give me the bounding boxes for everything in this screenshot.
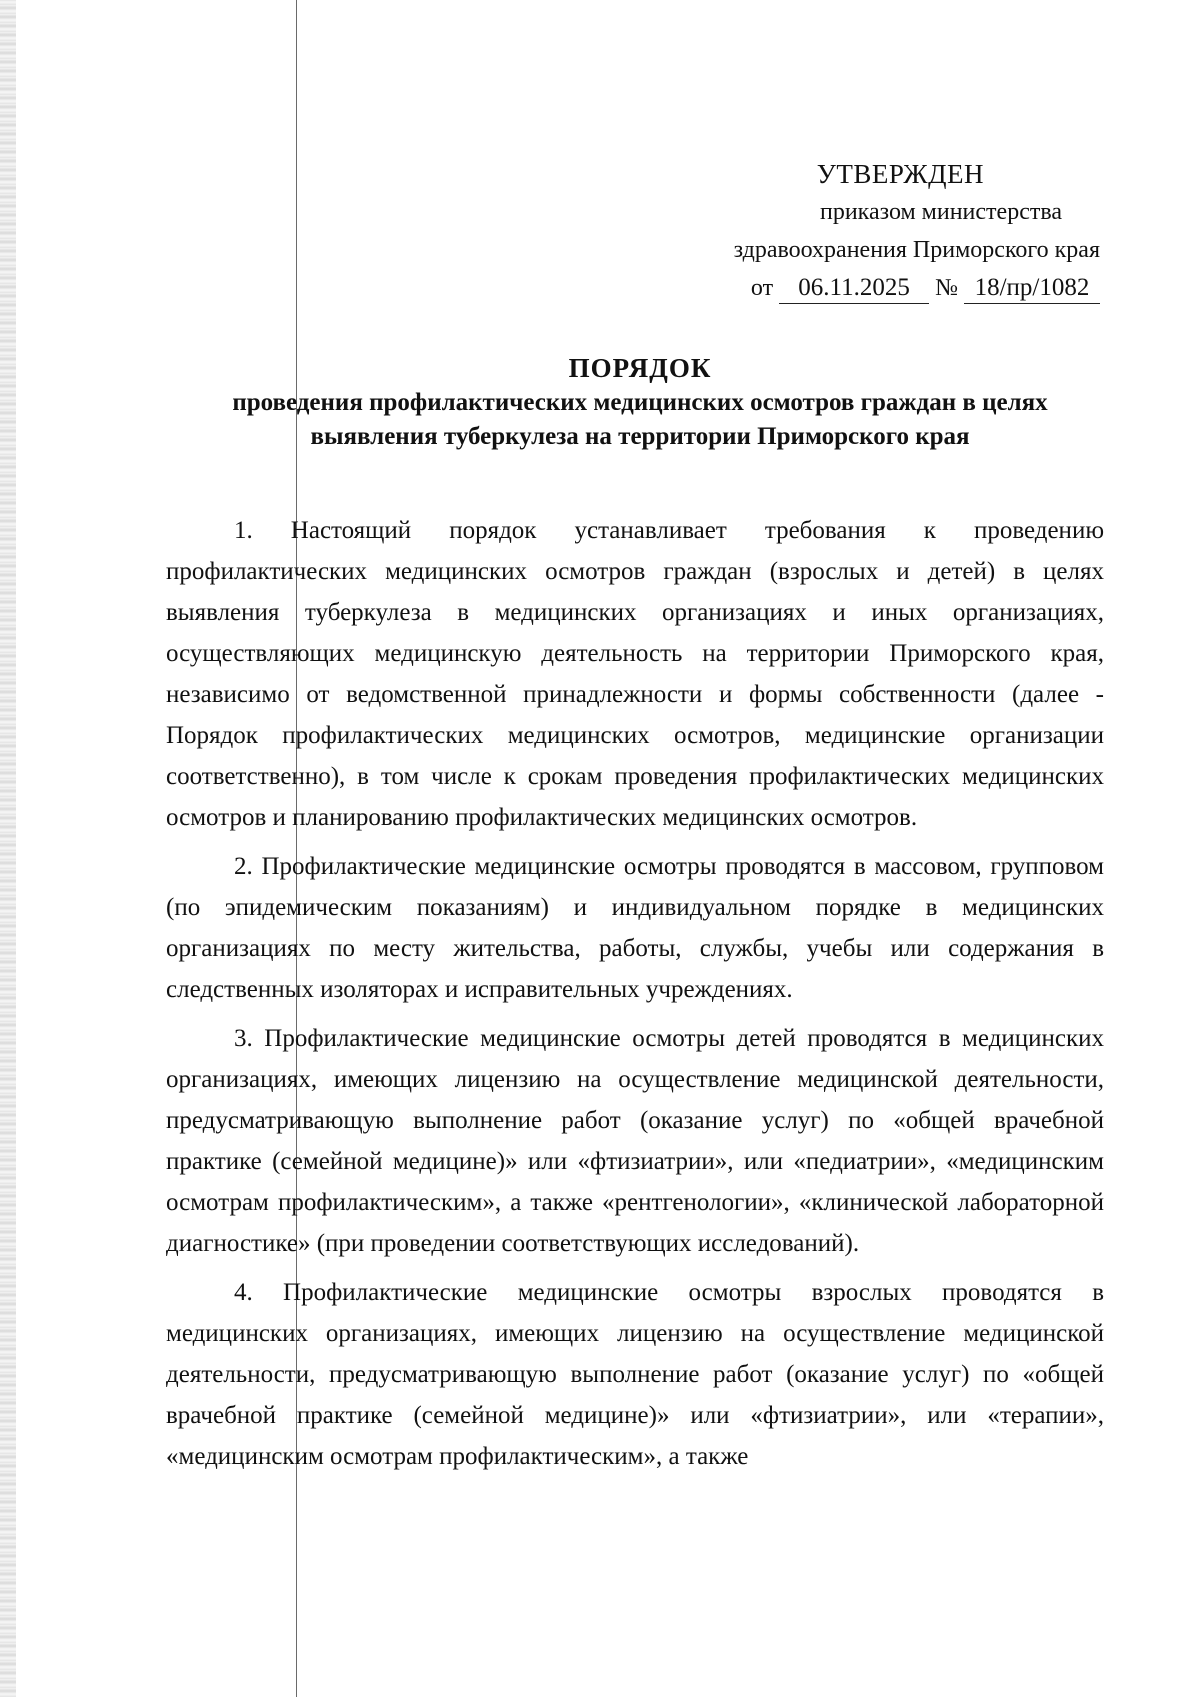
document-title: ПОРЯДОК xyxy=(568,353,712,383)
approval-date: 06.11.2025 xyxy=(779,273,929,304)
paragraph-3: 3. Профилактические медицинские осмотры детей проводятся в медицинских организациях, имеющих лицензию на осуществление медицинской деятельности, предусматривающую выполнение работ (оказание услуг) по «общей врачебной практике (семейной медицине)» или «фтизиатрии», или «педиатрии», «медицинским осмотрам профилактическим», а также «рентгенологии», «клинической лабораторной диагностике» (при проведении соответствующих исследований). xyxy=(166,1025,1104,1257)
approval-line-1: приказом министерства xyxy=(819,199,1062,225)
paragraph-2: 2. Профилактические медицинские осмотры проводятся в массовом, групповом (по эпидемическим показаниям) и индивидуальном порядке в медицинских организациях по месту жительства, работы, службы, учебы или содержания в следственных изоляторах и исправительных учреждениях. xyxy=(166,853,1104,1003)
document-subtitle-line-2: выявления туберкулеза на территории Приморского края xyxy=(310,423,970,450)
paragraph-4: 4. Профилактические медицинские осмотры взрослых проводятся в медицинских организациях, имеющих лицензию на осуществление медицинской деятельности, предусматривающую выполнение работ (оказание услуг) по «общей врачебной практике (семейной медицине)» или «фтизиатрии», или «терапии», «медицинским осмотрам профилактическим», а также xyxy=(166,1279,1104,1470)
date-prefix: от xyxy=(750,275,774,301)
approval-number: 18/пр/1082 xyxy=(964,273,1100,304)
paragraph-1: 1. Настоящий порядок устанавливает требования к проведению профилактических медицинских осмотров граждан (взрослых и детей) в целях выявления туберкулеза в медицинских организациях и иных организациях, осуществляющих медицинскую деятельность на территории Приморского края, независимо от ведомственной принадлежности и формы собственности (далее - Порядок профилактических медицинских осмотров, медицинские организации соответственно), в том числе к срокам проведения профилактических медицинских осмотров и планированию профилактических медицинских осмотров. xyxy=(166,517,1104,831)
document-subtitle-line-1: проведения профилактических медицинских осмотров граждан в целях xyxy=(232,389,1048,416)
approval-stamp-block xyxy=(620,155,1100,307)
number-sign: № xyxy=(935,275,958,301)
approval-line-2: здравоохранения Приморского края xyxy=(733,237,1100,263)
document-title-block xyxy=(150,350,1130,454)
approval-date-line xyxy=(620,269,1100,307)
scan-edge-noise xyxy=(0,0,16,1697)
approval-heading: УТВЕРЖДЕН xyxy=(816,159,984,189)
document-body xyxy=(166,510,1104,1485)
